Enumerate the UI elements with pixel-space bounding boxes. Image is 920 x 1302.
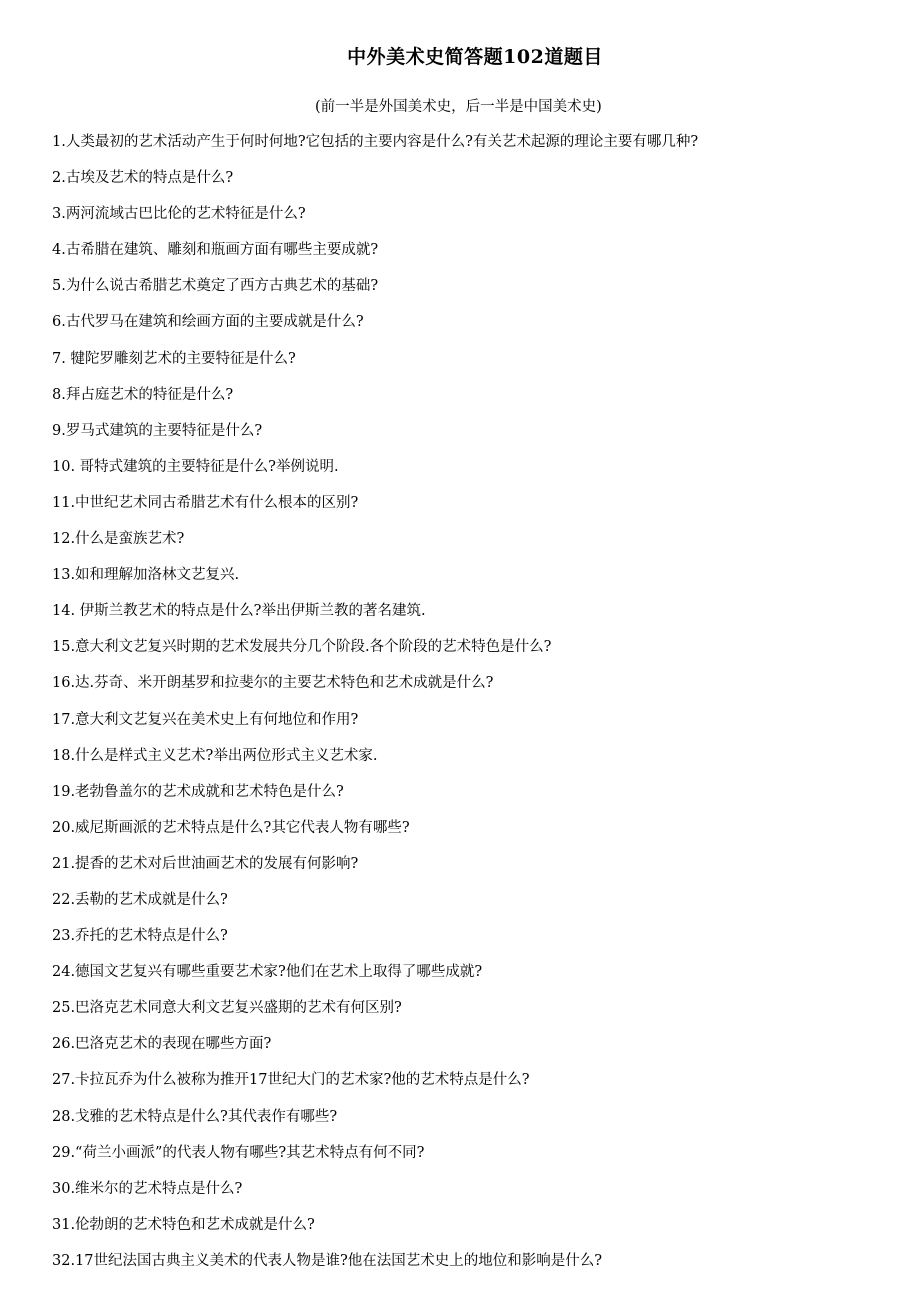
question-item: 15.意大利文艺复兴时期的艺术发展共分几个阶段.各个阶段的艺术特色是什么? — [52, 639, 552, 656]
document-subtitle: (前一半是外国美术史，后一半是中国美术史) — [315, 99, 602, 115]
question-item: 4.古希腊在建筑、雕刻和瓶画方面有哪些主要成就? — [52, 242, 379, 259]
document-title: 中外美术史简答题102道题目 — [347, 46, 603, 68]
question-item: 31.伦勃朗的艺术特色和艺术成就是什么? — [52, 1216, 315, 1233]
question-item: 3.两河流域古巴比伦的艺术特征是什么? — [52, 206, 306, 223]
question-item: 24.德国文艺复兴有哪些重要艺术家?他们在艺术上取得了哪些成就? — [52, 964, 483, 981]
question-item: 20.威尼斯画派的艺术特点是什么?其它代表人物有哪些? — [52, 819, 410, 836]
question-item: 13.如和理解加洛林文艺复兴. — [52, 567, 240, 584]
question-item: 16.达.芬奇、米开朗基罗和拉斐尔的主要艺术特色和艺术成就是什么? — [52, 675, 494, 692]
question-item: 32.17世纪法国古典主义美术的代表人物是谁?他在法国艺术史上的地位和影响是什么? — [52, 1252, 603, 1269]
question-item: 8.拜占庭艺术的特征是什么? — [52, 386, 234, 403]
question-item: 18.什么是样式主义艺术?举出两位形式主义艺术家. — [52, 747, 378, 764]
question-item: 9.罗马式建筑的主要特征是什么? — [52, 422, 263, 439]
question-item: 22.丢勒的艺术成就是什么? — [52, 891, 228, 908]
question-item: 21.提香的艺术对后世油画艺术的发展有何影响? — [52, 855, 359, 872]
question-item: 30.维米尔的艺术特点是什么? — [52, 1180, 243, 1197]
question-item: 11.中世纪艺术同古希腊艺术有什么根本的区别? — [52, 494, 359, 511]
question-item: 5.为什么说古希腊艺术奠定了西方古典艺术的基础? — [52, 278, 379, 295]
question-item: 26.巴洛克艺术的表现在哪些方面? — [52, 1036, 272, 1053]
question-item: 6.古代罗马在建筑和绘画方面的主要成就是什么? — [52, 314, 364, 331]
question-item: 19.老勃鲁盖尔的艺术成就和艺术特色是什么? — [52, 783, 344, 800]
question-item: 12.什么是蛮族艺术? — [52, 531, 185, 548]
question-item: 7. 犍陀罗雕刻艺术的主要特征是什么? — [52, 350, 296, 367]
question-item: 23.乔托的艺术特点是什么? — [52, 928, 228, 945]
question-item: 10. 哥特式建筑的主要特征是什么?举例说明. — [52, 458, 339, 475]
question-item: 2.古埃及艺术的特点是什么? — [52, 170, 234, 187]
question-item: 14. 伊斯兰教艺术的特点是什么?举出伊斯兰教的著名建筑. — [52, 603, 426, 620]
question-item: 27.卡拉瓦乔为什么被称为推开17世纪大门的艺术家?他的艺术特点是什么? — [52, 1072, 530, 1089]
question-item: 29.“荷兰小画派”的代表人物有哪些?其艺术特点有何不同? — [52, 1144, 425, 1161]
question-item: 17.意大利文艺复兴在美术史上有何地位和作用? — [52, 711, 359, 728]
question-list — [52, 130, 698, 1285]
question-item: 25.巴洛克艺术同意大利文艺复兴盛期的艺术有何区别? — [52, 1000, 402, 1017]
question-item: 1.人类最初的艺术活动产生于何时何地?它包括的主要内容是什么?有关艺术起源的理论主要有哪几种? — [52, 134, 699, 150]
question-item: 28.戈雅的艺术特点是什么?其代表作有哪些? — [52, 1108, 338, 1125]
